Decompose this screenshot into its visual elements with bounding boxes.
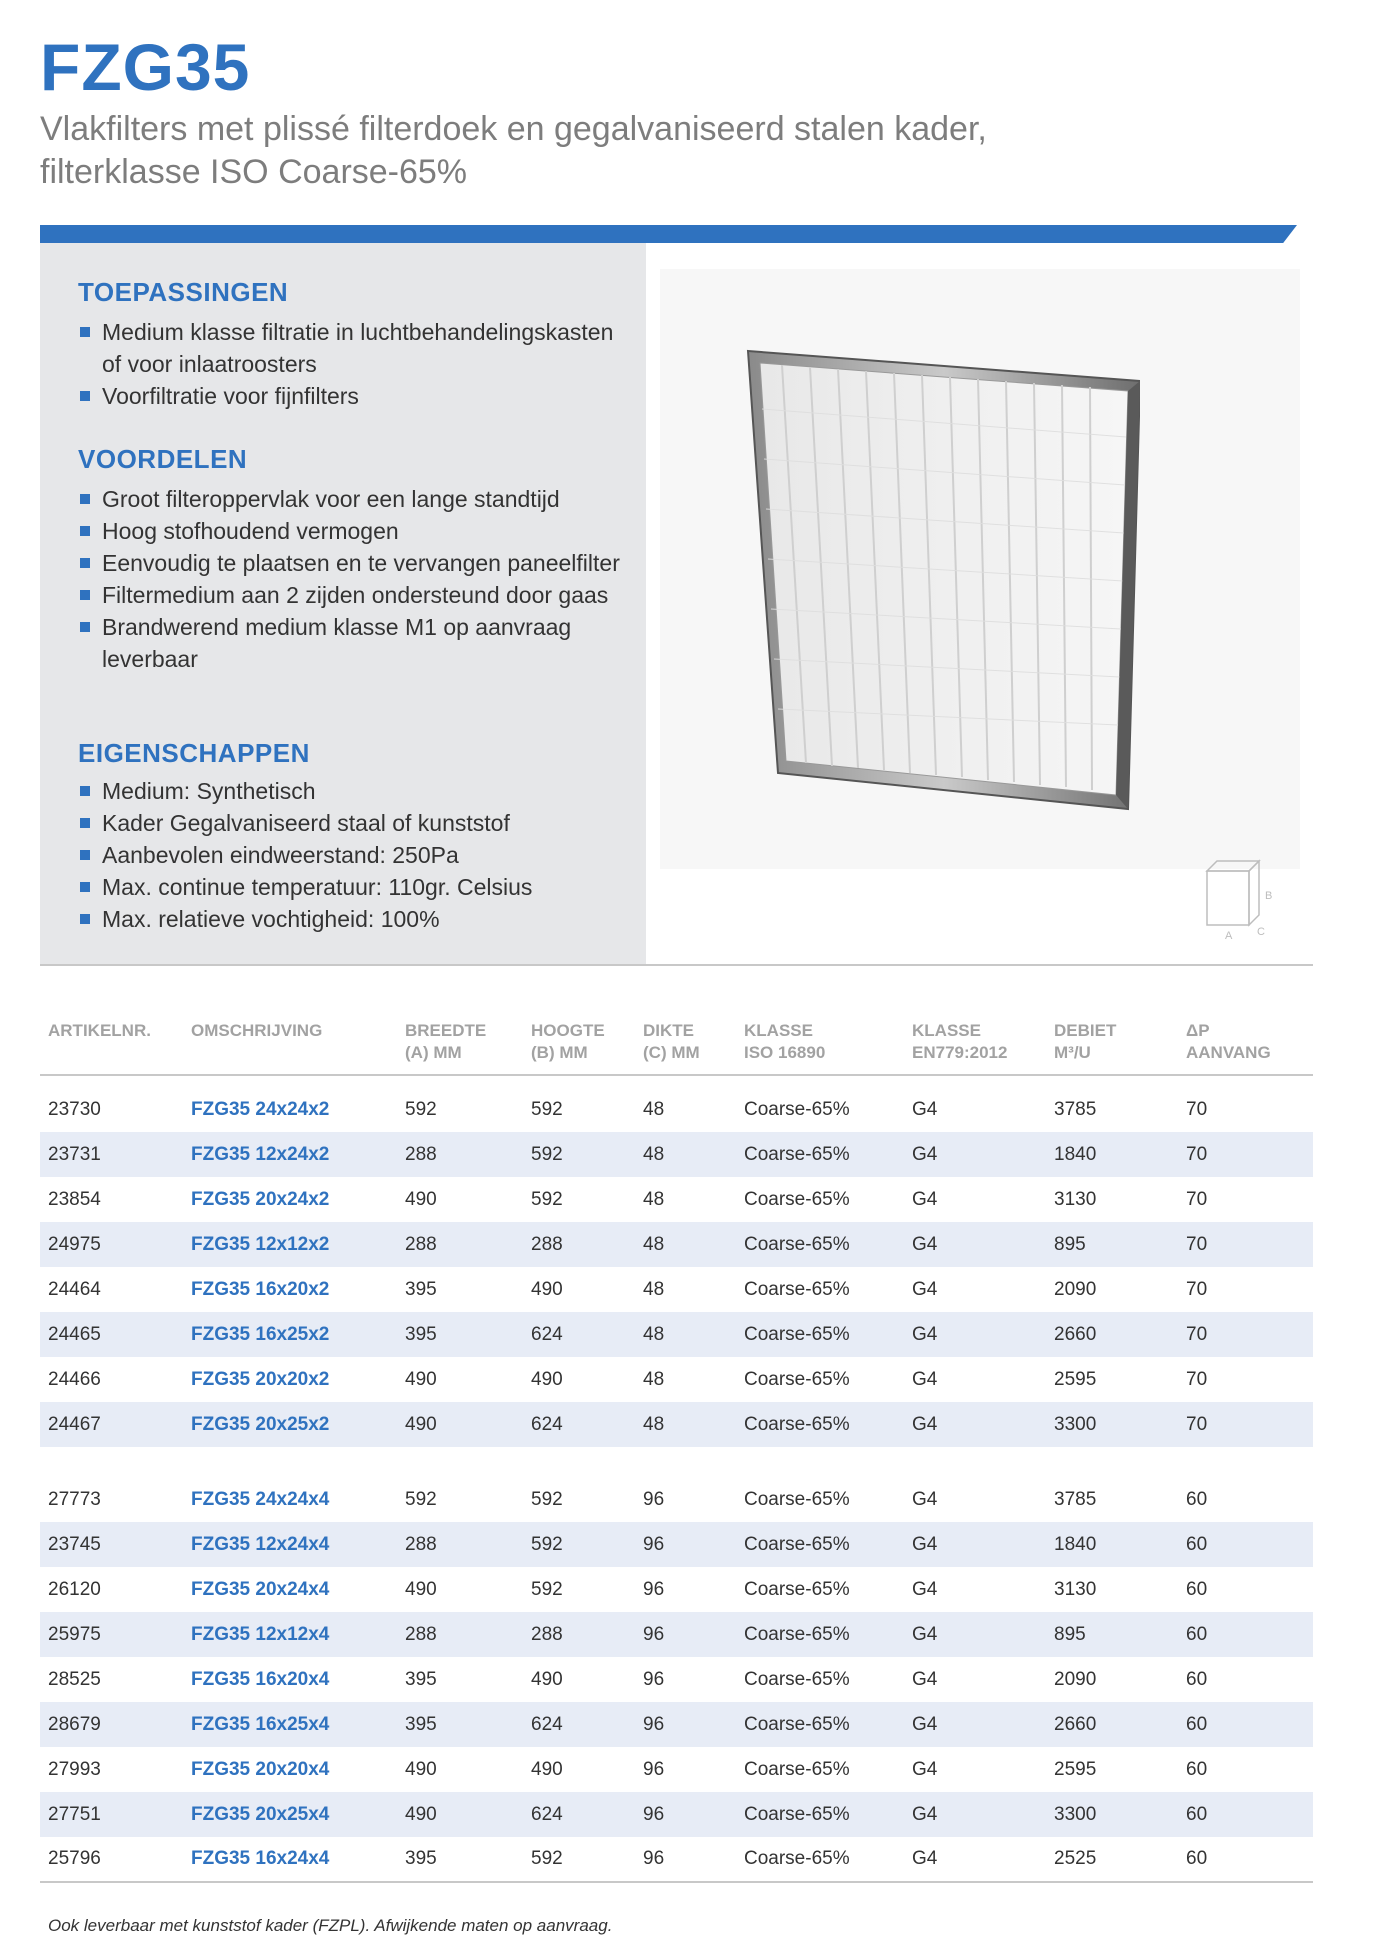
table-cell: Coarse-65% — [736, 1222, 904, 1267]
table-cell: 592 — [405, 1099, 437, 1120]
table-cell: Coarse-65% — [736, 1702, 904, 1747]
table-cell: FZG35 12x24x4 — [183, 1522, 397, 1567]
table-cell: 23854 — [48, 1188, 101, 1210]
table-cell: FZG35 24x24x4 — [191, 1488, 330, 1510]
table-cell: 70 — [1186, 1188, 1208, 1210]
table-cell: 395 — [397, 1312, 523, 1357]
table-cell: 288 — [397, 1132, 523, 1177]
table-cell: 490 — [397, 1402, 523, 1447]
table-row — [40, 1567, 1313, 1612]
table-cell: 592 — [531, 1578, 563, 1600]
list-toepassingen — [78, 316, 638, 412]
table-cell: G4 — [904, 1522, 1046, 1567]
table-cell: 23730 — [48, 1099, 101, 1120]
section-title-voordelen: VOORDELEN — [78, 444, 248, 474]
table-body — [40, 1075, 1313, 1882]
table-cell: FZG35 24x24x2 — [191, 1099, 330, 1120]
table-cell: 490 — [405, 1368, 437, 1390]
table-cell: 490 — [531, 1668, 563, 1690]
table-cell: 60 — [1186, 1758, 1208, 1780]
table-cell: 96 — [635, 1837, 736, 1882]
bullet-square-icon — [80, 590, 90, 600]
table-cell: Coarse-65% — [736, 1837, 904, 1882]
table-cell: 25796 — [40, 1837, 183, 1882]
table-cell: G4 — [904, 1612, 1046, 1657]
bullet-square-icon — [80, 526, 90, 536]
table-cell: 48 — [635, 1312, 736, 1357]
table-cell: FZG35 16x25x2 — [183, 1312, 397, 1357]
table-cell: 70 — [1178, 1222, 1313, 1267]
table-row — [40, 1402, 1313, 1447]
table-cell: 27993 — [48, 1758, 101, 1780]
table-cell: G4 — [912, 1488, 938, 1510]
dim-label-c: C — [1257, 926, 1265, 938]
table-cell: 490 — [531, 1278, 563, 1300]
table-cell: G4 — [912, 1668, 938, 1690]
table-row — [40, 1312, 1313, 1357]
table-cell: Coarse-65% — [736, 1522, 904, 1567]
table-cell: 60 — [1178, 1702, 1313, 1747]
table-cell: FZG35 16x20x2 — [191, 1278, 330, 1300]
table-cell: 2595 — [1054, 1758, 1097, 1780]
table-cell: Coarse-65% — [736, 1612, 904, 1657]
table-cell: G4 — [912, 1368, 938, 1390]
table-cell: 24466 — [48, 1368, 101, 1390]
list-item: Eenvoudig te plaatsen en te vervangen paneelfilter — [78, 547, 638, 579]
list-item: Medium klasse filtratie in luchtbehandelingskasten of voor inlaatroosters — [78, 316, 638, 380]
table-cell: 3785 — [1054, 1099, 1097, 1120]
table-cell: 395 — [397, 1837, 523, 1882]
table-cell: 70 — [1178, 1402, 1313, 1447]
table-cell: 70 — [1186, 1278, 1208, 1300]
bullet-square-icon — [80, 494, 90, 504]
table-cell: G4 — [904, 1222, 1046, 1267]
table-cell: FZG35 16x20x4 — [191, 1668, 330, 1690]
table-cell: G4 — [904, 1702, 1046, 1747]
table-cell: Coarse-65% — [736, 1402, 904, 1447]
bullet-square-icon — [80, 327, 90, 337]
table-cell: 70 — [1178, 1312, 1313, 1357]
table-cell: 592 — [531, 1488, 563, 1510]
section-title-eigenschappen: EIGENSCHAPPEN — [78, 738, 310, 768]
table-cell: 60 — [1178, 1522, 1313, 1567]
header-klasse-en: KLASSE EN779:2012 — [904, 1010, 1046, 1075]
table-cell: 26120 — [48, 1578, 101, 1600]
table-cell: 96 — [635, 1702, 736, 1747]
table-row — [40, 1132, 1313, 1177]
dim-label-b: B — [1265, 890, 1273, 902]
list-item: Groot filteroppervlak voor een lange standtijd — [78, 483, 638, 515]
list-eigenschappen — [78, 775, 638, 935]
table-cell: FZG35 12x12x2 — [183, 1222, 397, 1267]
table-cell: 48 — [643, 1099, 665, 1120]
table-row — [40, 1222, 1313, 1267]
table-cell: FZG35 12x24x2 — [183, 1132, 397, 1177]
table-cell: 60 — [1186, 1488, 1208, 1510]
bullet-square-icon — [80, 914, 90, 924]
list-item: Brandwerend medium klasse M1 op aanvraag leverbaar — [78, 611, 638, 675]
table-cell: 288 — [523, 1612, 635, 1657]
table-cell: FZG35 20x25x2 — [183, 1402, 397, 1447]
table-cell: 96 — [635, 1612, 736, 1657]
bullet-square-icon — [80, 850, 90, 860]
header-hoogte: HOOGTE (B) MM — [523, 1010, 635, 1075]
table-cell: 592 — [523, 1132, 635, 1177]
table-cell: 490 — [397, 1792, 523, 1837]
table-cell: 2090 — [1054, 1278, 1097, 1300]
table-cell: G4 — [904, 1402, 1046, 1447]
table-cell: 28525 — [48, 1668, 101, 1690]
table-cell: 60 — [1178, 1837, 1313, 1882]
list-voordelen — [78, 483, 638, 675]
table-cell: 490 — [531, 1368, 563, 1390]
table-cell: 48 — [635, 1402, 736, 1447]
product-subtitle — [40, 108, 1240, 194]
table-cell: 490 — [405, 1188, 437, 1210]
table-cell: G4 — [904, 1132, 1046, 1177]
table-cell: 624 — [523, 1792, 635, 1837]
table-cell: G4 — [904, 1792, 1046, 1837]
table-cell: 60 — [1186, 1578, 1208, 1600]
table-cell: 96 — [643, 1488, 665, 1510]
table-cell: G4 — [912, 1099, 938, 1120]
list-item: Hoog stofhoudend vermogen — [78, 515, 638, 547]
header-breedte: BREEDTE (A) MM — [397, 1010, 523, 1075]
table-cell: 60 — [1186, 1668, 1208, 1690]
table-cell: 288 — [397, 1222, 523, 1267]
table-cell: 592 — [531, 1099, 563, 1120]
table-cell: 70 — [1178, 1132, 1313, 1177]
product-title: FZG35 — [40, 30, 251, 104]
list-item: Filtermedium aan 2 zijden ondersteund door gaas — [78, 579, 638, 611]
table-cell: 27773 — [48, 1488, 101, 1510]
table-row — [40, 1075, 1313, 1132]
footnote: Ook leverbaar met kunststof kader (FZPL). Afwijkende maten op aanvraag. — [48, 1916, 613, 1935]
table-cell: 3130 — [1054, 1188, 1097, 1210]
table-cell: Coarse-65% — [744, 1488, 850, 1510]
table-row — [40, 1522, 1313, 1567]
header-debiet: DEBIET M³/U — [1046, 1010, 1178, 1075]
table-cell: 24465 — [40, 1312, 183, 1357]
table-cell: 592 — [531, 1188, 563, 1210]
table-cell: 288 — [523, 1222, 635, 1267]
table-row — [40, 1477, 1313, 1522]
header-dikte: DIKTE (C) MM — [635, 1010, 736, 1075]
table-row — [40, 1357, 1313, 1402]
table-row — [40, 1747, 1313, 1792]
table-cell: 592 — [405, 1488, 437, 1510]
table-cell: 1840 — [1046, 1522, 1178, 1567]
table-cell: 624 — [523, 1402, 635, 1447]
product-table — [40, 1010, 1313, 1883]
list-item: Max. continue temperatuur: 110gr. Celsius — [78, 871, 638, 903]
list-item: Aanbevolen eindweerstand: 250Pa — [78, 839, 638, 871]
list-item: Kader Gegalvaniseerd staal of kunststof — [78, 807, 638, 839]
table-cell: G4 — [912, 1758, 938, 1780]
table-cell: 96 — [643, 1578, 665, 1600]
table-cell: Coarse-65% — [744, 1368, 850, 1390]
table-cell: 25975 — [40, 1612, 183, 1657]
header-omschrijving: OMSCHRIJVING — [183, 1010, 397, 1075]
table-cell: FZG35 12x12x4 — [183, 1612, 397, 1657]
table-cell: 1840 — [1046, 1132, 1178, 1177]
table-cell: 288 — [397, 1612, 523, 1657]
bullet-square-icon — [80, 786, 90, 796]
bullet-square-icon — [80, 622, 90, 632]
table-cell: 96 — [643, 1758, 665, 1780]
table-row — [40, 1792, 1313, 1837]
table-cell: 2595 — [1054, 1368, 1097, 1390]
table-cell: 490 — [531, 1758, 563, 1780]
header-artikelnr: ARTIKELNR. — [40, 1010, 183, 1075]
table-cell: 3130 — [1054, 1578, 1097, 1600]
table-cell: 70 — [1186, 1099, 1208, 1120]
bullet-square-icon — [80, 882, 90, 892]
table-cell: FZG35 16x25x4 — [183, 1702, 397, 1747]
table-cell: 60 — [1178, 1612, 1313, 1657]
table-row — [40, 1702, 1313, 1747]
table-cell: 24975 — [40, 1222, 183, 1267]
table-cell: 490 — [405, 1758, 437, 1780]
table-row — [40, 1612, 1313, 1657]
table-cell: FZG35 20x20x2 — [191, 1368, 330, 1390]
table-cell: G4 — [912, 1278, 938, 1300]
table-cell: FZG35 20x24x4 — [191, 1578, 330, 1600]
table-cell: 24467 — [40, 1402, 183, 1447]
list-item: Medium: Synthetisch — [78, 775, 638, 807]
table-cell: 48 — [635, 1132, 736, 1177]
group-spacer — [40, 1447, 1313, 1477]
panel-filter-photo — [740, 339, 1140, 829]
table-cell: 3785 — [1054, 1488, 1097, 1510]
bullet-square-icon — [80, 818, 90, 828]
table-cell: 23731 — [40, 1132, 183, 1177]
table-cell: Coarse-65% — [736, 1312, 904, 1357]
table-cell: 592 — [523, 1522, 635, 1567]
table-cell: 395 — [405, 1668, 437, 1690]
table-cell: FZG35 20x24x2 — [191, 1188, 330, 1210]
table-cell: 96 — [635, 1522, 736, 1567]
table-cell: 624 — [523, 1312, 635, 1357]
table-cell: Coarse-65% — [736, 1132, 904, 1177]
header-dp-aanvang: ΔP AANVANG — [1178, 1010, 1313, 1075]
table-row — [40, 1837, 1313, 1882]
table-cell: 96 — [643, 1668, 665, 1690]
table-row — [40, 1177, 1313, 1222]
photo-panel — [646, 243, 1313, 965]
table-cell: G4 — [912, 1188, 938, 1210]
table-cell: 2660 — [1046, 1312, 1178, 1357]
header-klasse-iso: KLASSE ISO 16890 — [736, 1010, 904, 1075]
table-cell: Coarse-65% — [744, 1578, 850, 1600]
table-row — [40, 1657, 1313, 1702]
table-cell: 28679 — [40, 1702, 183, 1747]
bullet-square-icon — [80, 391, 90, 401]
table-cell: Coarse-65% — [744, 1099, 850, 1120]
dim-label-a: A — [1225, 930, 1233, 941]
table-cell: G4 — [912, 1578, 938, 1600]
table-cell: 23745 — [40, 1522, 183, 1567]
table-cell: 3300 — [1046, 1792, 1178, 1837]
table-cell: Coarse-65% — [744, 1278, 850, 1300]
table-cell: 96 — [635, 1792, 736, 1837]
table-row — [40, 1267, 1313, 1312]
table-cell: FZG35 20x25x4 — [183, 1792, 397, 1837]
table-cell: FZG35 16x24x4 — [183, 1837, 397, 1882]
table-cell: 48 — [643, 1278, 665, 1300]
section-title-toepassingen: TOEPASSINGEN — [78, 277, 289, 307]
subtitle-line-2: filterklasse ISO Coarse-65% — [40, 153, 468, 191]
table-cell: 895 — [1046, 1612, 1178, 1657]
table-cell: 60 — [1178, 1792, 1313, 1837]
table-cell: 48 — [643, 1368, 665, 1390]
table-cell: 2660 — [1046, 1702, 1178, 1747]
table-cell: 48 — [643, 1188, 665, 1210]
list-item: Voorfiltratie voor fijnfilters — [78, 380, 638, 412]
table-header-row — [40, 1010, 1313, 1075]
subtitle-line-1: Vlakfilters met plissé filterdoek en gegalvaniseerd stalen kader, — [40, 110, 987, 148]
table-cell: 624 — [523, 1702, 635, 1747]
table-cell: 395 — [397, 1702, 523, 1747]
table-cell: G4 — [904, 1837, 1046, 1882]
table-cell: FZG35 20x20x4 — [191, 1758, 330, 1780]
blue-band — [40, 225, 1297, 243]
table-cell: 490 — [405, 1578, 437, 1600]
table-cell: 3300 — [1046, 1402, 1178, 1447]
bullet-square-icon — [80, 558, 90, 568]
table-cell: 2090 — [1054, 1668, 1097, 1690]
list-item: Max. relatieve vochtigheid: 100% — [78, 903, 638, 935]
table-cell: 895 — [1046, 1222, 1178, 1267]
table-cell: Coarse-65% — [744, 1188, 850, 1210]
table-cell: Coarse-65% — [744, 1668, 850, 1690]
table-cell: 2525 — [1046, 1837, 1178, 1882]
table-cell: 70 — [1186, 1368, 1208, 1390]
table-cell: G4 — [904, 1312, 1046, 1357]
table-cell: 48 — [635, 1222, 736, 1267]
table-cell: Coarse-65% — [736, 1792, 904, 1837]
table-cell: 395 — [405, 1278, 437, 1300]
table-cell: 288 — [397, 1522, 523, 1567]
table-cell: Coarse-65% — [744, 1758, 850, 1780]
table-cell: 592 — [523, 1837, 635, 1882]
table-cell: 27751 — [40, 1792, 183, 1837]
dimension-box-icon — [1201, 851, 1281, 941]
table-cell: 24464 — [48, 1278, 101, 1300]
panel-divider — [40, 964, 1313, 966]
